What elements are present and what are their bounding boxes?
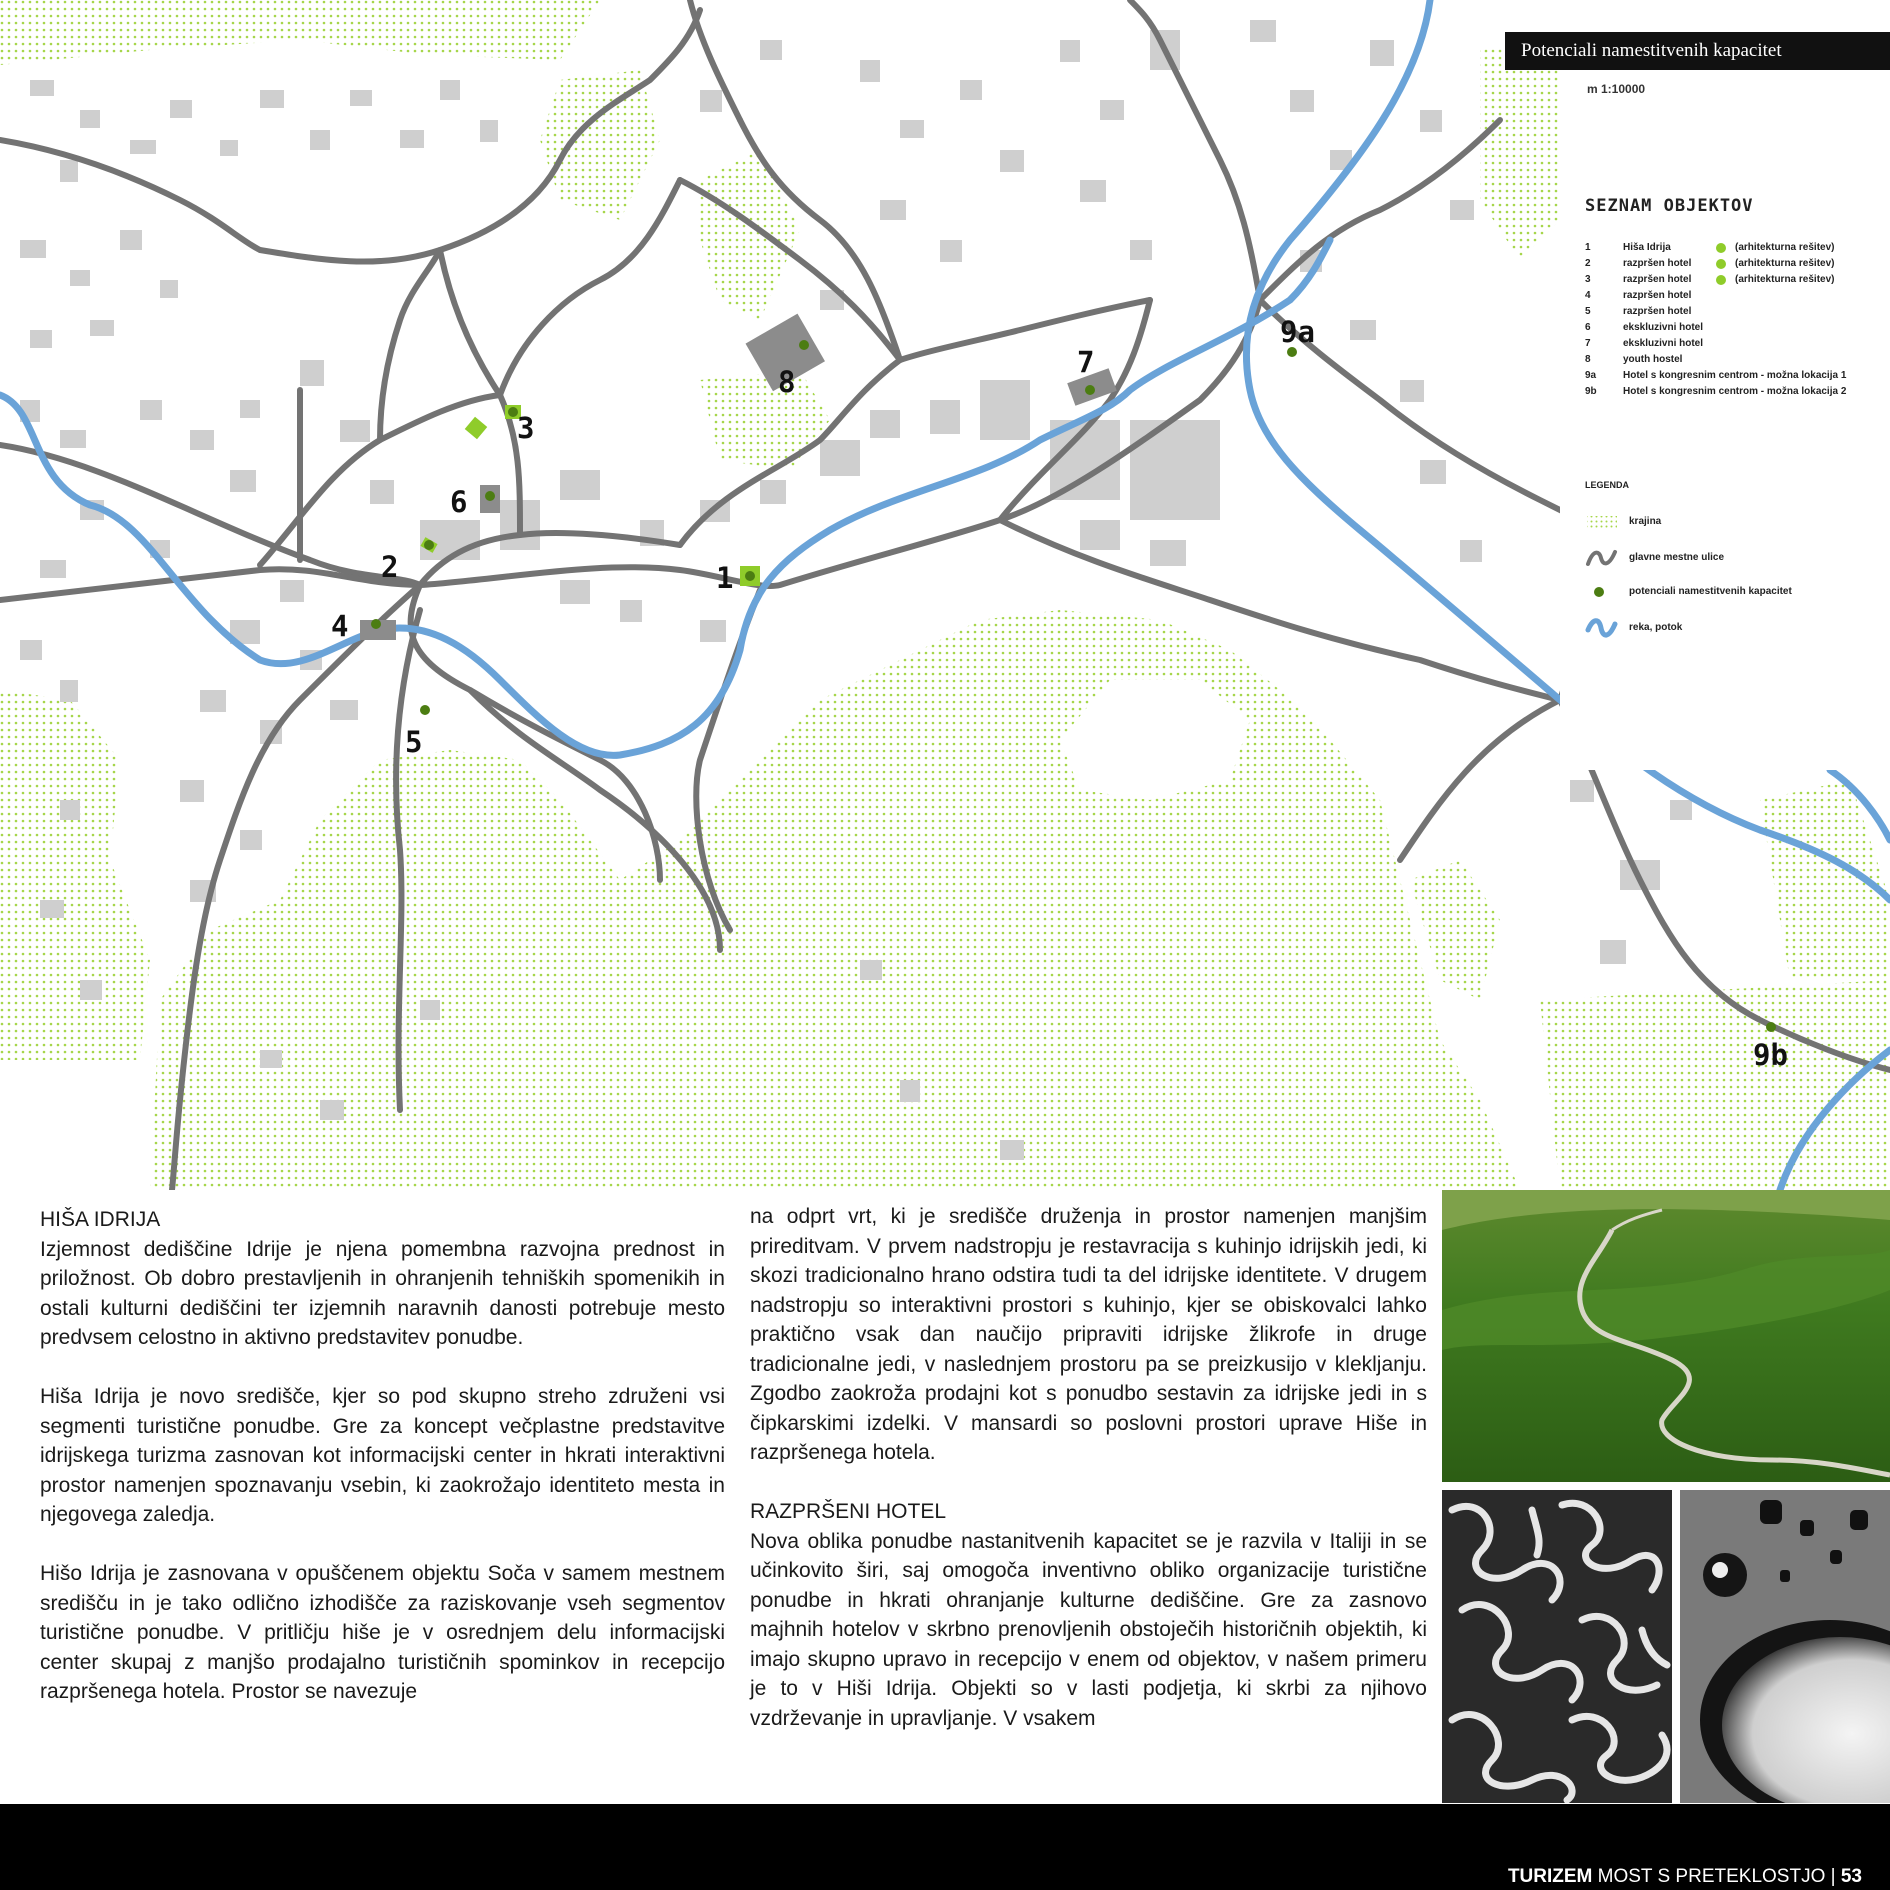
marker-label-6: 6 — [450, 485, 468, 519]
object-number: 2 — [1585, 258, 1591, 269]
section-heading: HIŠA IDRIJA — [40, 1208, 161, 1231]
river-swatch-icon — [1585, 616, 1621, 640]
object-row — [1585, 256, 1890, 272]
object-name: razpršen hotel — [1623, 306, 1692, 317]
droplets-photo — [1680, 1490, 1890, 1803]
marker-label-9b: 9b — [1753, 1038, 1788, 1072]
object-number: 8 — [1585, 354, 1591, 365]
legend-item-road — [1585, 546, 1885, 572]
legend-title: LEGENDA — [1585, 480, 1630, 490]
object-number: 4 — [1585, 290, 1591, 301]
map-scale: m 1:10000 — [1587, 82, 1646, 96]
green-dot-icon — [1716, 243, 1726, 253]
footer-separator: | — [1830, 1866, 1836, 1887]
marker-dot-6 — [485, 491, 495, 501]
paragraph: Izjemnost dediščine Idrije je njena pomembna razvojna prednost in priložnost. Ob dobro prestavljenih in ohranjenih tehniških spomenikih in ostali kulturni dediščini ter izjemnih naravnih danosti potrebuje mesto predvsem celostno in aktivno predstavitev ponudbe. — [40, 1237, 725, 1349]
section-heading: RAZPRŠENI HOTEL — [750, 1500, 947, 1523]
legend-label: reka, potok — [1629, 622, 1683, 633]
legend-label: potenciali namestitvenih kapacitet — [1629, 586, 1792, 597]
map-title: Potenciali namestitvenih kapacitet — [1505, 32, 1890, 70]
object-row — [1585, 304, 1890, 320]
legend-item-dot — [1585, 580, 1885, 606]
object-name: Hotel s kongresnim centrom - možna lokacija 2 — [1623, 386, 1847, 397]
object-name: youth hostel — [1623, 354, 1683, 365]
green-dot-icon — [1716, 259, 1726, 269]
object-list — [1585, 240, 1890, 400]
marker-label-1: 1 — [716, 561, 734, 595]
marker-dot-1 — [745, 571, 755, 581]
object-name: razpršen hotel — [1623, 290, 1692, 301]
object-name: razpršen hotel — [1623, 274, 1692, 285]
lace-pattern-photo — [1442, 1490, 1672, 1803]
green-dot-icon — [1716, 275, 1726, 285]
legend-item-landscape — [1585, 510, 1885, 536]
middle-text-column — [750, 1202, 1427, 1763]
object-row — [1585, 288, 1890, 304]
object-number: 3 — [1585, 274, 1591, 285]
paragraph: na odprt vrt, ki je središče druženja in prostor namenjen manjšim prireditvam. V prvem nadstropju je restavracija s kuhinjo idrijskih jedi, ki skozi tradicionalno hrano odstira tudi ta del idrijske identitete. V drugem nadstropju so interaktivni prostori s kuhinjo, kjer se obiskovalci lahko praktično vsak dan naučijo pripraviti idrijske žlikrofe in druge tradicionalne jedi, v naslednjem prostoru pa se preizkusijo v klekljanju. Zgodbo zaokroža prodajni kot s ponudbo sestavin za idrijske jedi in s čipkarskimi izdelki. V mansardi so poslovni prostori uprave Hiše in razpršenega hotela. — [750, 1205, 1427, 1464]
object-number: 9b — [1585, 386, 1597, 397]
page-footer — [1508, 1866, 1862, 1888]
object-row — [1585, 272, 1890, 288]
footer-title: MOST S PRETEKLOSTJO — [1597, 1866, 1826, 1887]
object-name: Hotel s kongresnim centrom - možna lokacija 1 — [1623, 370, 1847, 381]
highlighted-buildings — [360, 314, 1117, 640]
footer-section: TURIZEM — [1507, 1866, 1593, 1887]
object-number: 1 — [1585, 242, 1591, 253]
marker-label-3: 3 — [517, 411, 535, 445]
marker-dot-9b — [1766, 1022, 1776, 1032]
marker-dot-2 — [424, 540, 434, 550]
page-number: 53 — [1840, 1866, 1862, 1887]
marker-dot-5 — [420, 705, 430, 715]
object-name: razpršen hotel — [1623, 258, 1692, 269]
marker-dot-7 — [1085, 385, 1095, 395]
landscape-swatch-icon — [1585, 510, 1621, 534]
paragraph: Hišo Idrija je zasnovana v opuščenem objektu Soča v samem mestnem središču in je tako odlično izhodišče za raziskovanje vseh segmentov turistične ponudbe. V pritličju hiše je v osrednjem delu informacijski center skupaj z manjšo prodajalno turističnih spominkov in recepcijo razpršenega hotela. Prostor se navezuje — [40, 1562, 725, 1703]
left-text-column — [40, 1205, 725, 1736]
object-name: Hiša Idrija — [1623, 242, 1671, 253]
road-swatch-icon — [1585, 546, 1621, 570]
object-row — [1585, 368, 1890, 384]
object-number: 6 — [1585, 322, 1591, 333]
object-row — [1585, 320, 1890, 336]
paragraph: Nova oblika ponudbe nastanitvenih kapacitet se je razvila v Italiji in se učinkovito širi, saj omogoča inventivno obliko organizacije turistične ponudbe in hkrati ohranjanje kulturne dediščine. Gre za zasnovo majhnih hotelov v skrbno prenovljenih obstoječih historičnih objektih, ki imajo skupno upravo in recepcijo v enem od objektov, v našem primeru je to v Hiši Idrija. Objekti so v lasti podjetja, ki skrbi za njihovo vzdrževanje in upravljanje. V vsakem — [750, 1529, 1427, 1730]
marker-label-8: 8 — [778, 365, 796, 399]
marker-label-2: 2 — [381, 550, 399, 584]
marker-dot-4 — [371, 619, 381, 629]
object-list-title: SEZNAM OBJEKTOV — [1585, 196, 1754, 216]
object-row — [1585, 352, 1890, 368]
legend-label: glavne mestne ulice — [1629, 552, 1725, 563]
marker-label-5: 5 — [405, 725, 423, 759]
marker-dot-8 — [799, 340, 809, 350]
paragraph: Hiša Idrija je novo središče, kjer so pod skupno streho združeni vsi segmenti turistične ponudbe. Gre za koncept večplastne predstavitve idrijskega turizma zasnovan kot informacijski center in hkrati interaktivni prostor namenjen spoznavanju vsebin, ki zaokrožajo identiteto mesta in njegovega zaledja. — [40, 1385, 725, 1526]
object-number: 9a — [1585, 370, 1597, 381]
object-number: 5 — [1585, 306, 1591, 317]
marker-label-4: 4 — [331, 609, 349, 643]
object-row — [1585, 336, 1890, 352]
object-note: (arhitekturna rešitev) — [1735, 242, 1835, 253]
object-note: (arhitekturna rešitev) — [1735, 274, 1835, 285]
marker-label-7: 7 — [1077, 345, 1095, 379]
legend-item-river — [1585, 616, 1885, 642]
legend-panel — [1560, 30, 1890, 770]
marker-label-9a: 9a — [1280, 315, 1315, 349]
object-name: ekskluzivni hotel — [1623, 322, 1704, 333]
marker-dot-icon — [1585, 580, 1621, 604]
green-hills-road-photo — [1442, 1190, 1890, 1482]
object-row — [1585, 384, 1890, 400]
legend-label: krajina — [1629, 516, 1662, 527]
object-note: (arhitekturna rešitev) — [1735, 258, 1835, 269]
object-name: ekskluzivni hotel — [1623, 338, 1704, 349]
object-row — [1585, 240, 1890, 256]
object-number: 7 — [1585, 338, 1591, 349]
